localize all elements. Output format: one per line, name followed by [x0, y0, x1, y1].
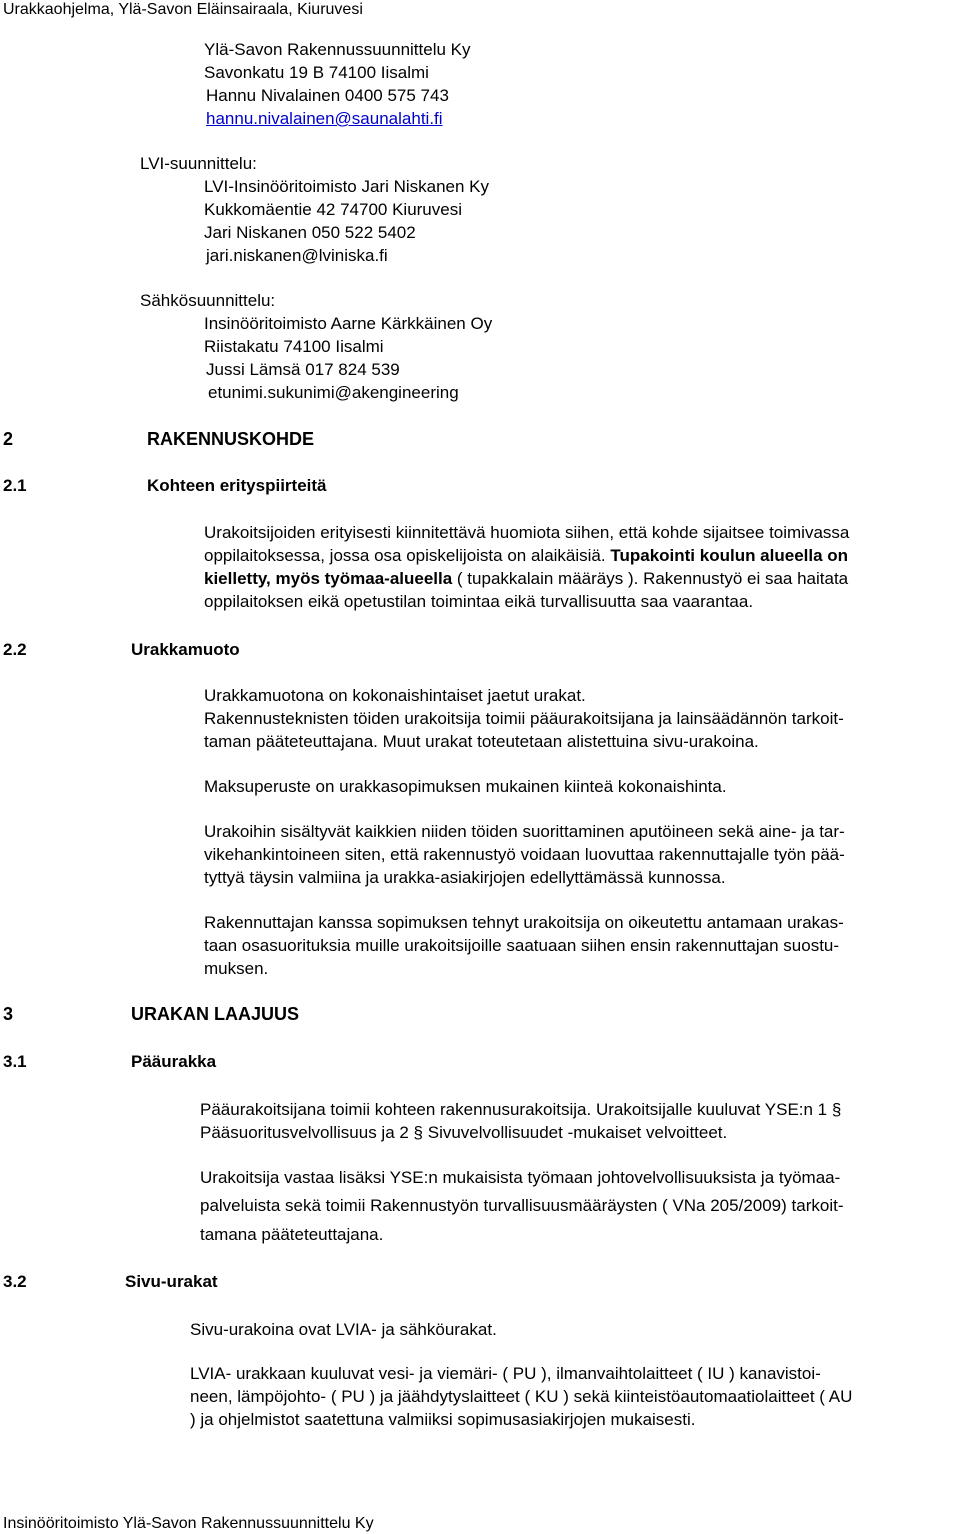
hvac-design-label: LVI-suunnittelu: — [140, 154, 257, 173]
architect-contact: Hannu Nivalainen 0400 575 743 — [206, 86, 449, 105]
section-2-2-para-3 — [204, 820, 845, 889]
body-line: muksen. — [204, 959, 269, 978]
architect-email-link[interactable]: hannu.nivalainen@saunalahti.fi — [206, 109, 443, 128]
section-2-1-number: 2.1 — [3, 476, 27, 495]
body-text: Rakennustyö ei saa haitata — [643, 569, 849, 588]
bold-text: kielletty, myös työmaa-alueella — [204, 569, 453, 588]
body-line: Urakoihin sisältyvät kaikkien niiden töiden suorittaminen aputöineen sekä aine- ja tar- — [204, 822, 845, 841]
electrical-address: Riistakatu 74100 Iisalmi — [204, 337, 384, 356]
electrical-contact: Jussi Lämsä 017 824 539 — [206, 360, 400, 379]
section-3-2-number: 3.2 — [3, 1272, 27, 1291]
section-2-1-body — [204, 521, 849, 613]
section-3-2-title: Sivu-urakat — [125, 1272, 218, 1291]
body-line: Rakennuttajan kanssa sopimuksen tehnyt urakoitsija on oikeutettu antamaan urakas- — [204, 913, 844, 932]
section-2-2-number: 2.2 — [3, 640, 27, 659]
section-2-1-title: Kohteen erityspiirteitä — [147, 476, 327, 495]
body-line: vikehankintoineen siten, että rakennustyö voidaan luovuttaa rakennuttajalle työn pää- — [204, 845, 845, 864]
body-line: taman pääteteuttajana. Muut urakat toteutetaan alistettuina sivu-urakoina. — [204, 732, 759, 751]
section-3-1-para-2-line-1: Urakoitsija vastaa lisäksi YSE:n mukaisista työmaan johtovelvollisuuksista ja työmaa- — [200, 1168, 841, 1187]
section-3-number: 3 — [3, 1004, 14, 1024]
body-line: oppilaitoksen eikä opetustilan toimintaa eikä turvallisuutta saa vaarantaa. — [204, 592, 754, 611]
section-3-1-title: Pääurakka — [131, 1052, 217, 1071]
body-text: oppilaitoksessa, jossa osa opiskelijoista on alaikäisiä. — [204, 546, 606, 565]
section-2-2-para-1 — [204, 684, 844, 753]
hvac-company: LVI-Insinööritoimisto Jari Niskanen Ky — [204, 177, 490, 196]
electrical-email: etunimi.sukunimi@akengineering — [208, 383, 459, 402]
section-3-1-para-2-line-2: palveluista sekä toimii Rakennustyön turvallisuusmääräysten ( VNa 205/2009) tarkoit- — [200, 1196, 844, 1215]
body-line: Pääsuoritusvelvollisuus ja 2 § Sivuvelvollisuudet -mukaiset velvoitteet. — [200, 1123, 728, 1142]
body-text: ( tupakkalain määräys ). — [456, 569, 639, 588]
section-2-2-para-2: Maksuperuste on urakkasopimuksen mukainen kiinteä kokonaishinta. — [204, 777, 727, 796]
section-2-number: 2 — [3, 429, 14, 449]
section-3-1-para-2-line-3: tamana pääteteuttajana. — [200, 1225, 384, 1244]
electrical-company: Insinööritoimisto Aarne Kärkkäinen Oy — [204, 314, 493, 333]
body-line: Urakoitsijoiden erityisesti kiinnitettävä huomiota siihen, että kohde sijaitsee toimivassa — [204, 523, 850, 542]
section-2-2-title: Urakkamuoto — [131, 640, 240, 659]
body-line: tyttyä täysin valmiina ja urakka-asiakirjojen edellyttämässä kunnossa. — [204, 868, 726, 887]
section-2-title: RAKENNUSKOHDE — [147, 429, 315, 449]
hvac-address: Kukkomäentie 42 74700 Kiuruvesi — [204, 200, 462, 219]
body-line: Rakennusteknisten töiden urakoitsija toimii pääurakoitsijana ja lainsäädännön tarkoit- — [204, 709, 844, 728]
section-3-2-para-2 — [190, 1362, 852, 1431]
hvac-contact: Jari Niskanen 050 522 5402 — [204, 223, 416, 242]
section-3-1-number: 3.1 — [3, 1052, 27, 1071]
body-line — [204, 567, 849, 590]
body-line: taan osasuorituksia muille urakoitsijoille saatuaan siihen ensin rakennuttajan suostu- — [204, 936, 840, 955]
page-footer: Insinööritoimisto Ylä-Savon Rakennussuunnittelu Ky — [3, 1515, 374, 1532]
bold-text: Tupakointi koulun alueella on — [610, 546, 849, 565]
section-3-2-para-1: Sivu-urakoina ovat LVIA- ja sähköurakat. — [190, 1320, 497, 1339]
electrical-design-label: Sähkösuunnittelu: — [140, 291, 276, 310]
body-line — [204, 544, 849, 567]
architect-company: Ylä-Savon Rakennussuunnittelu Ky — [204, 40, 471, 59]
architect-address: Savonkatu 19 B 74100 Iisalmi — [204, 63, 429, 82]
section-2-2-para-4 — [204, 911, 844, 980]
body-line: Pääurakoitsijana toimii kohteen rakennusurakoitsija. Urakoitsijalle kuuluvat YSE:n 1 § — [200, 1100, 842, 1119]
body-line: Urakkamuotona on kokonaishintaiset jaetut urakat. — [204, 686, 586, 705]
body-line: ) ja ohjelmistot saatettuna valmiiksi sopimusasiakirjojen mukaisesti. — [190, 1410, 696, 1429]
body-line: neen, lämpöjohto- ( PU ) ja jäähdytyslaitteet ( KU ) sekä kiinteistöautomaatiolaitteet ( AU — [190, 1387, 853, 1406]
page-header: Urakkaohjelma, Ylä-Savon Eläinsairaala, Kiuruvesi — [3, 1, 363, 18]
section-3-title: URAKAN LAAJUUS — [131, 1004, 300, 1024]
hvac-email: jari.niskanen@lviniska.fi — [206, 246, 388, 265]
body-line: LVIA- urakkaan kuuluvat vesi- ja viemäri- ( PU ), ilmanvaihtolaitteet ( IU ) kanavistoi- — [190, 1364, 821, 1383]
section-3-1-para-1 — [200, 1098, 841, 1144]
